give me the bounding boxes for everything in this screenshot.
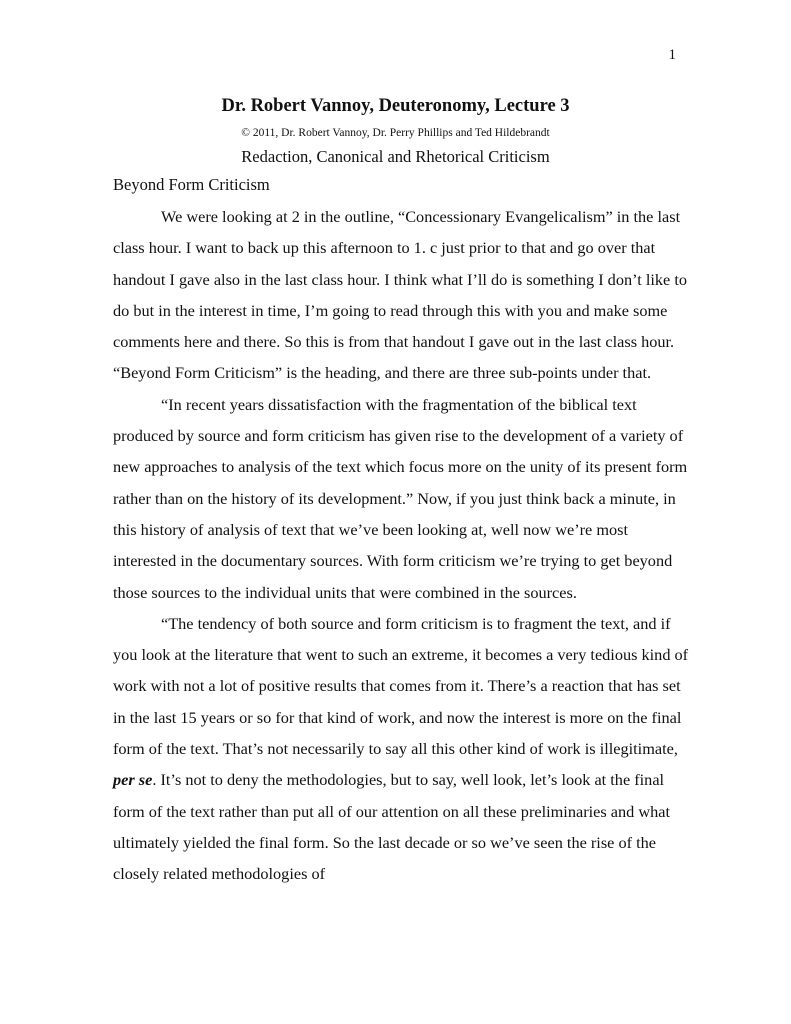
- section-heading: Beyond Form Criticism: [113, 175, 270, 194]
- paragraph-1: We were looking at 2 in the outline, “Concessionary Evangelicalism” in the last class hour. I want to back up this afternoon to 1. c just prior to that and go over that handout I gave also in the last class hour. I think what I’ll do is something I don’t like to do but in the interest in time, I’m going to read through this with you and make some comments here and there. So this is from that handout I gave out in the last class hour. “Beyond Form Criticism” is the heading, and there are three sub-points under that.: [113, 207, 687, 383]
- emphasis-per-se: per se: [113, 770, 153, 790]
- page-number: 1: [668, 47, 676, 63]
- lecture-title: Dr. Robert Vannoy, Deuteronomy, Lecture 3: [221, 96, 570, 116]
- copyright-line: © 2011, Dr. Robert Vannoy, Dr. Perry Phillips and Ted Hildebrandt: [241, 127, 550, 139]
- lecture-subtitle: Redaction, Canonical and Rhetorical Criticism: [241, 147, 550, 166]
- paragraph-2: “In recent years dissatisfaction with the fragmentation of the biblical text produced by source and form criticism has given rise to the development of a variety of new approaches to analysis of the text which focus more on the unity of its present form rather than on the history of its development.” Now, if you just think back a minute, in this history of analysis of text that we’ve been looking at, well now we’re most interested in the documentary sources. With form criticism we’re trying to get beyond those sources to the individual units that were combined in the sources.: [113, 394, 688, 602]
- body-text: [113, 201, 693, 890]
- paragraph-3: [113, 608, 693, 890]
- paragraph-3-text-after: . It’s not to deny the methodologies, but to say, well look, let’s look at the final form of the text rather than put all of our attention on all these preliminaries and what ultimately yielded the final form. So the last decade or so we’ve seen the rise of the closely related methodologies of: [113, 770, 671, 884]
- paragraph-3-text-before: “The tendency of both source and form criticism is to fragment the text, and if you look at the literature that went to such an extreme, it becomes a very tedious kind of work with not a lot of positive results that comes from it. There’s a reaction that has set in the last 15 years or so for that kind of work, and now the interest is more on the final form of the text. That’s not necessarily to say all this other kind of work is illegitimate,: [113, 613, 689, 759]
